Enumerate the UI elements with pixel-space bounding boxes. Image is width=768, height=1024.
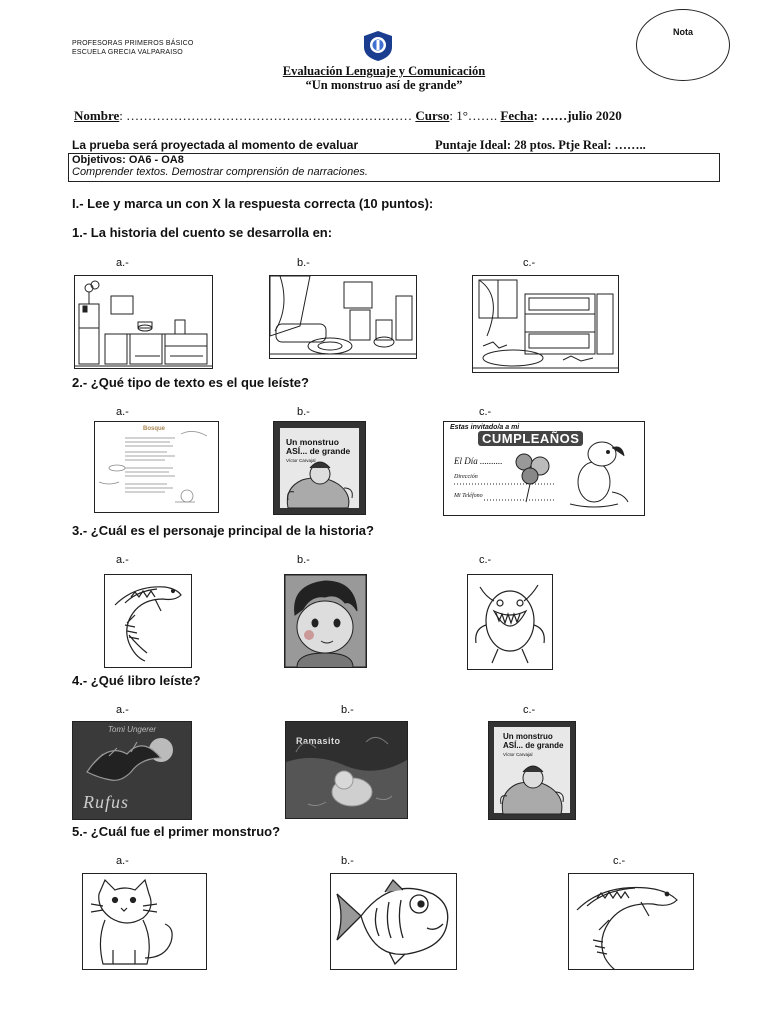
school-line-2: ESCUELA GRECIA VALPARAISO [72,49,183,56]
fecha-label: Fecha [500,108,534,123]
projection-note: La prueba será proyectada al momento de evaluar [72,138,359,152]
birthday-invitation[interactable] [443,421,645,516]
kitchen-image[interactable] [74,275,213,369]
bathroom-image[interactable] [269,275,417,359]
q4-option-c[interactable]: c.- [523,704,536,716]
boy-character-image[interactable] [284,574,367,668]
fecha-field: : ……julio 2020 [533,108,622,123]
monster-image[interactable] [467,574,553,670]
invite-address: Dirección [454,474,478,480]
question-1: 1.- La historia del cuento se desarrolla en: [72,225,333,240]
question-3: 3.- ¿Cuál es el personaje principal de la historia? [72,523,374,538]
question-2: 2.- ¿Qué tipo de texto es el que leíste? [72,375,309,390]
q2-option-c[interactable]: c.- [479,406,492,418]
poem-image[interactable] [94,421,219,513]
second-book-title: Ramasito [296,736,341,746]
invite-top-text: Estas invitado/a a mi [450,424,520,431]
q4-option-b[interactable]: b.- [341,704,354,716]
poem-title: Bosque [143,426,166,432]
nombre-field[interactable]: : ………………………………………………………… [119,108,413,123]
school-line-1: PROFESORAS PRIMEROS BÁSICO [72,40,194,47]
q2-option-b[interactable]: b.- [297,406,310,418]
book-author-2: Víctor Carvajal [503,752,533,757]
q3-option-b[interactable]: b.- [297,554,310,566]
rufus-title: Rufus [83,792,130,812]
invite-phone: Mi Teléfono [454,493,483,499]
fish-image[interactable] [330,873,457,970]
school-logo-icon [361,30,395,62]
q5-option-a[interactable]: a.- [116,855,129,867]
objectives-desc: Comprender textos. Demostrar comprensión de narraciones. [72,166,368,178]
curso-label: Curso [415,108,450,123]
section-instruction: I.- Lee y marca un con X la respuesta correcta (10 puntos): [72,196,434,211]
q5-option-b[interactable]: b.- [341,855,354,867]
score-line: Puntaje Ideal: 28 ptos. Ptje Real: …….. [435,138,646,152]
second-book-cover[interactable] [285,721,408,819]
curso-field[interactable]: : 1°……. [449,108,498,123]
objectives-box [68,153,720,182]
monster-book-cover[interactable] [273,421,366,515]
page-subtitle: “Un monstruo así de grande” [305,78,463,92]
invite-title: CUMPLEAÑOS [478,431,583,446]
nombre-label: Nombre [74,108,120,123]
student-info-line [74,108,622,124]
q5-option-c[interactable]: c.- [613,855,626,867]
invite-date: El Día .......... [454,456,503,466]
nota-label: Nota [673,27,693,37]
q2-option-a[interactable]: a.- [116,406,129,418]
book-title: Un monstruo ASÍ... de grande [286,437,351,456]
school-name [72,39,194,57]
bedroom-image[interactable] [472,275,619,373]
book-author: Víctor Carvajal [286,458,316,463]
q3-option-c[interactable]: c.- [479,554,492,566]
question-4: 4.- ¿Qué libro leíste? [72,673,201,688]
rufus-author: Tomi Ungerer [107,725,157,734]
q1-option-a[interactable]: a.- [116,257,129,269]
q3-option-a[interactable]: a.- [116,554,129,566]
book-title-2: Un monstruo ASÍ... de grande [503,732,564,750]
page-title: Evaluación Lenguaje y Comunicación [282,64,486,78]
cat-image[interactable] [82,873,207,970]
rufus-book-cover[interactable] [72,721,192,820]
objectives-label: Objetivos: OA6 - OA8 [72,154,184,166]
q1-option-c[interactable]: c.- [523,257,536,269]
monster-book-cover-2[interactable] [488,721,576,820]
iguana-image-2[interactable] [568,873,694,970]
question-5: 5.- ¿Cuál fue el primer monstruo? [72,824,281,839]
iguana-image[interactable] [104,574,192,668]
q4-option-a[interactable]: a.- [116,704,129,716]
q1-option-b[interactable]: b.- [297,257,310,269]
